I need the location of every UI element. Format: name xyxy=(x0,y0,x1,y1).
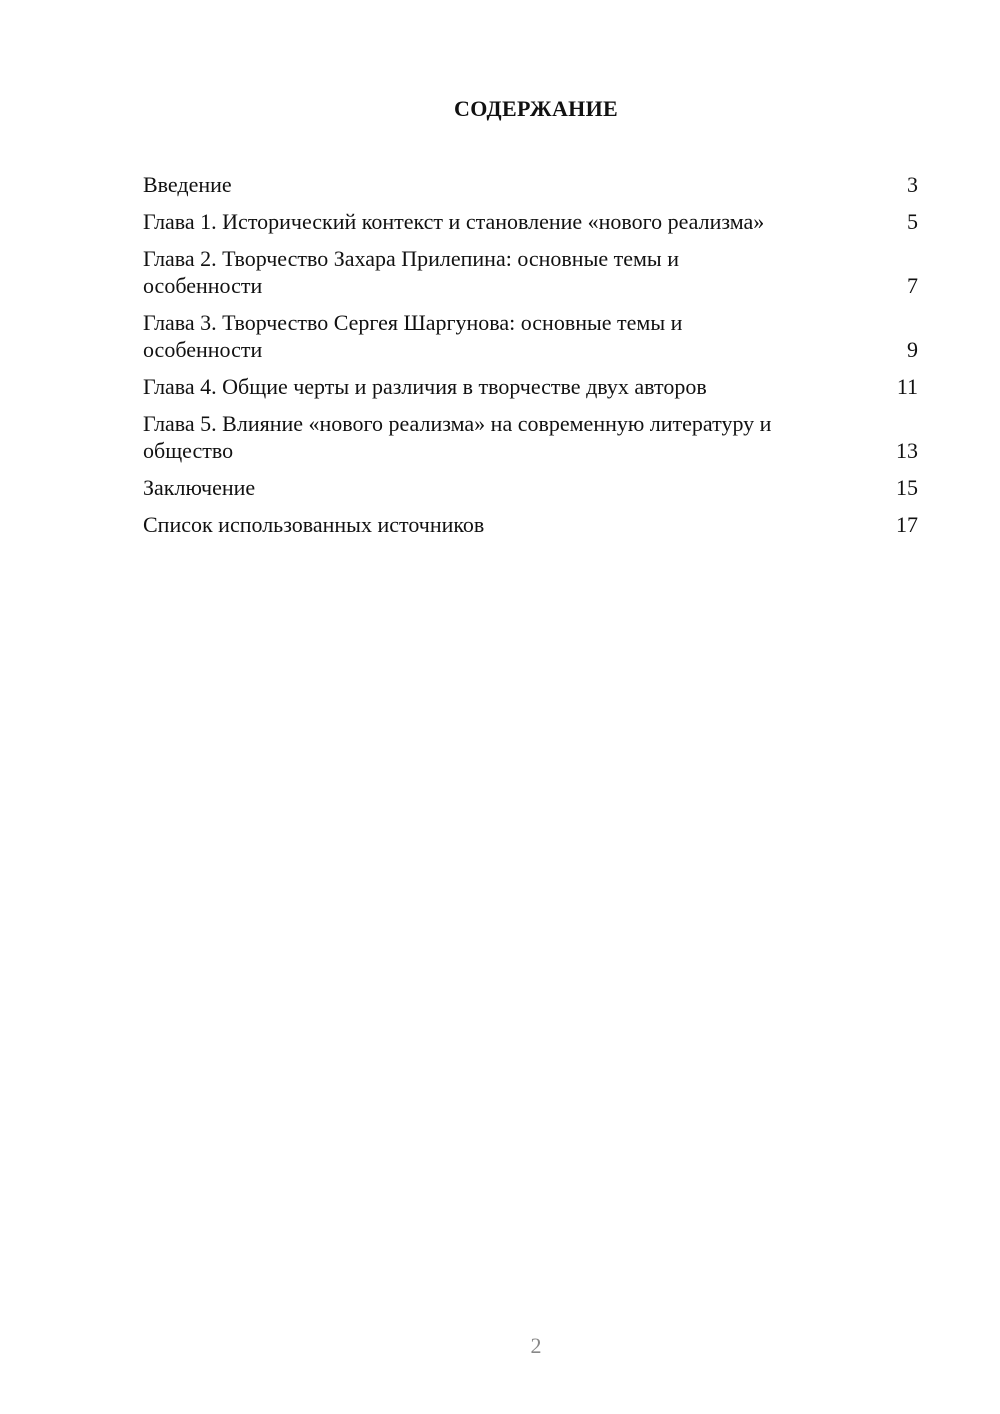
toc-item-chapter-2 xyxy=(143,245,918,299)
toc-item-chapter-3 xyxy=(143,309,918,363)
toc-item-chapter-1 xyxy=(143,208,918,235)
toc-item-page: 11 xyxy=(896,374,918,399)
toc-item-text: Глава 4. Общие черты и различия в творчестве двух авторов xyxy=(143,374,707,399)
toc-item-page: 5 xyxy=(907,209,918,234)
toc-item-text: Глава 3. Творчество Сергея Шаргунова: основные темы и особенности xyxy=(143,310,683,362)
toc-item-conclusion xyxy=(143,474,918,501)
table-of-contents xyxy=(143,171,918,548)
toc-item-text: Глава 1. Исторический контекст и становление «нового реализма» xyxy=(143,209,765,234)
toc-item-page: 13 xyxy=(896,438,918,463)
toc-item-text: Список использованных источников xyxy=(143,512,485,537)
toc-item-page: 3 xyxy=(907,172,918,197)
toc-item-text: Заключение xyxy=(143,475,256,500)
toc-item-chapter-4 xyxy=(143,373,918,400)
toc-item-page: 15 xyxy=(896,475,918,500)
toc-item-text: Глава 2. Творчество Захара Прилепина: основные темы и особенности xyxy=(143,246,679,298)
toc-item-page: 7 xyxy=(907,273,918,298)
toc-item-chapter-5 xyxy=(143,410,918,464)
page-number: 2 xyxy=(530,1333,542,1358)
toc-item-page: 17 xyxy=(896,512,918,537)
toc-item-introduction xyxy=(143,171,918,198)
toc-item-sources xyxy=(143,511,918,538)
toc-item-text: Глава 5. Влияние «нового реализма» на современную литературу и общество xyxy=(143,411,772,463)
toc-item-page: 9 xyxy=(907,337,918,362)
toc-item-text: Введение xyxy=(143,172,232,197)
page-title: СОДЕРЖАНИЕ xyxy=(454,96,618,121)
